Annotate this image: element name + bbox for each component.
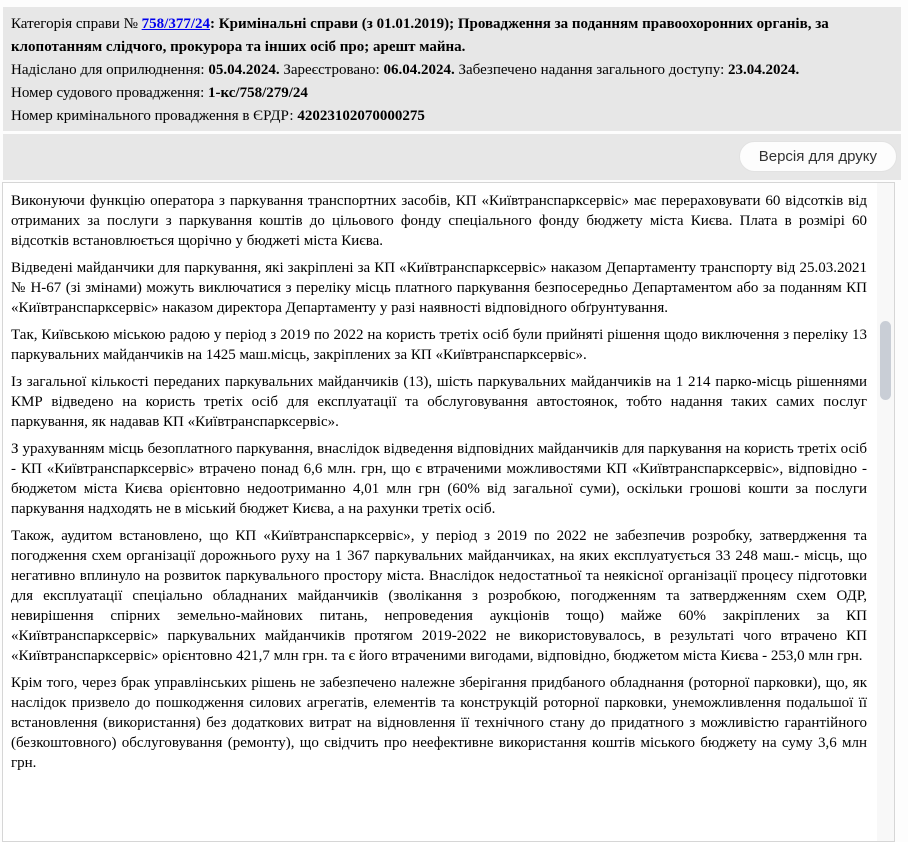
case-number-link[interactable]: 758/377/24 (141, 16, 210, 32)
case-info-label: Номер судового провадження: (11, 85, 208, 101)
document-text (3, 183, 867, 841)
document-paragraph: Виконуючи функцію оператора з паркування транспортних засобів, КП «Київтранспарксервіс» має перераховувати 60 відсотків від отриманих за послуги з паркування коштів до цільового фонду спеціального фонду бюджету міста Києва. Плата в розмірі 60 відсотків встановлюється щорічно у бюджеті міста Києва. (11, 193, 867, 249)
case-info-value: 1-кс/758/279/24 (208, 85, 308, 101)
print-version-button[interactable]: Версія для друку (739, 141, 897, 172)
case-info-label: Номер кримінального провадження в ЄРДР: (11, 108, 298, 124)
document-text-container (2, 182, 895, 842)
case-info-value: 23.04.2024. (728, 62, 800, 78)
document-paragraph: Так, Київською міською радою у період з 2019 по 2022 на користь третіх осіб були прийняті рішення щодо виключення з переліку 13 паркувальних майданчиків на 1425 маш.місць, закріплених за КП «Київтранспарксервіс». (11, 327, 867, 363)
case-info-label: Категорія справи № (11, 16, 142, 32)
case-info-line-2 (11, 59, 893, 82)
case-info-panel (3, 7, 901, 131)
case-info-value: : Кримінальні справи (з 01.01.2019); Провадження за поданням правоохоронних органів, за клопотанням слідчого, прокурора та інших осіб про; арешт майна. (11, 16, 829, 55)
case-info-value: 42023102070000275 (297, 108, 425, 124)
case-info-label: Надіслано для оприлюднення: (11, 62, 209, 78)
document-paragraph: Крім того, через брак управлінських рішень не забезпечено належне зберігання придбаного обладнання (роторної парковки), що, як наслідок призвело до пошкодження силових агрегатів, елементів та конструкцій роторної парковки, унеможливлення подальшої її встановлення (використання) без додаткових витрат на відновлення її технічного стану до придатного з можливістю гарантійного (безкоштовного) обслуговування (ремонту), що свідчить про неефективне використання коштів міського бюджету на суму 3,6 млн грн. (11, 675, 867, 771)
case-info-value: 05.04.2024. (208, 62, 280, 78)
case-info-line-1 (11, 13, 893, 59)
document-paragraph: Відведені майданчики для паркування, які закріплені за КП «Київтранспарксервіс» наказом Департаменту транспорту від 25.03.2021 № Н-67 (зі змінами) можуть виключатися з переліку місць платного паркування безпосередньо Департаментом або за поданням КП «Київтранспарксервіс» наказом директора Департаменту у разі наявності відповідного обґрунтування. (11, 260, 867, 316)
document-paragraph: Із загальної кількості переданих паркувальних майданчиків (13), шість паркувальних майданчиків на 1 214 парко-місць рішеннями КМР відведено на користь третіх осіб для експлуатації та обслуговування автостоянок, тобто надання таких самих послуг паркування, як надавав КП «Київтранспарксервіс». (11, 374, 867, 430)
scrollbar-thumb[interactable] (880, 321, 891, 400)
case-info-line-3 (11, 82, 893, 105)
case-info-value: 06.04.2024. (383, 62, 455, 78)
scrollbar-track[interactable] (877, 183, 894, 841)
toolbar (3, 134, 901, 180)
case-info-label: Забезпечено надання загального доступу: (454, 62, 728, 78)
case-info-label: Зареєстровано: (279, 62, 384, 78)
document-paragraph: З урахуванням місць безоплатного паркування, внаслідок відведення відповідних майданчиків для паркування на користь третіх осіб - КП «Київтранспарксервіс» втрачено понад 6,6 млн. грн, що є втраченими можливостями КП «Київтранспарксервіс», відповідно - бюджетом міста Києва орієнтовно недоотриманно 4,01 млн грн (60% від загальної суми), оскільки грошові кошти за послуги паркування надходять не в міський бюджет Києва, а на рахунки третіх осіб. (11, 441, 867, 517)
case-info-line-4 (11, 105, 893, 128)
document-paragraph: Також, аудитом встановлено, що КП «Київтранспарксервіс», у період з 2019 по 2022 не забезпечив розробку, затвердження та погодження схем організації дорожнього руху на 1 367 паркувальних майданчиках, на яких експлуатується 33 248 маш.- місць, що негативно вплинуло на розвиток паркувального простору міста. Внаслідок недостатньої та неякісної організації процесу підготовки для експлуатації спеціально обладнаних майданчиків (зволікання з розробкою, погодженням та затвердженням схем ОДР, невирішення спірних земельно-майнових питань, непроведения аукціонів тощо) майже 60% закріплених за КП «Київтранспарксервіс» паркувальних майданчиків протягом 2019-2022 не використовувалось, в результаті чого втрачено КП «Київтранспарксервіс» орієнтовно 421,7 млн грн. та є його втраченими вигодами, відповідно, бюджетом міста Києва - 253,0 млн грн. (11, 528, 867, 664)
